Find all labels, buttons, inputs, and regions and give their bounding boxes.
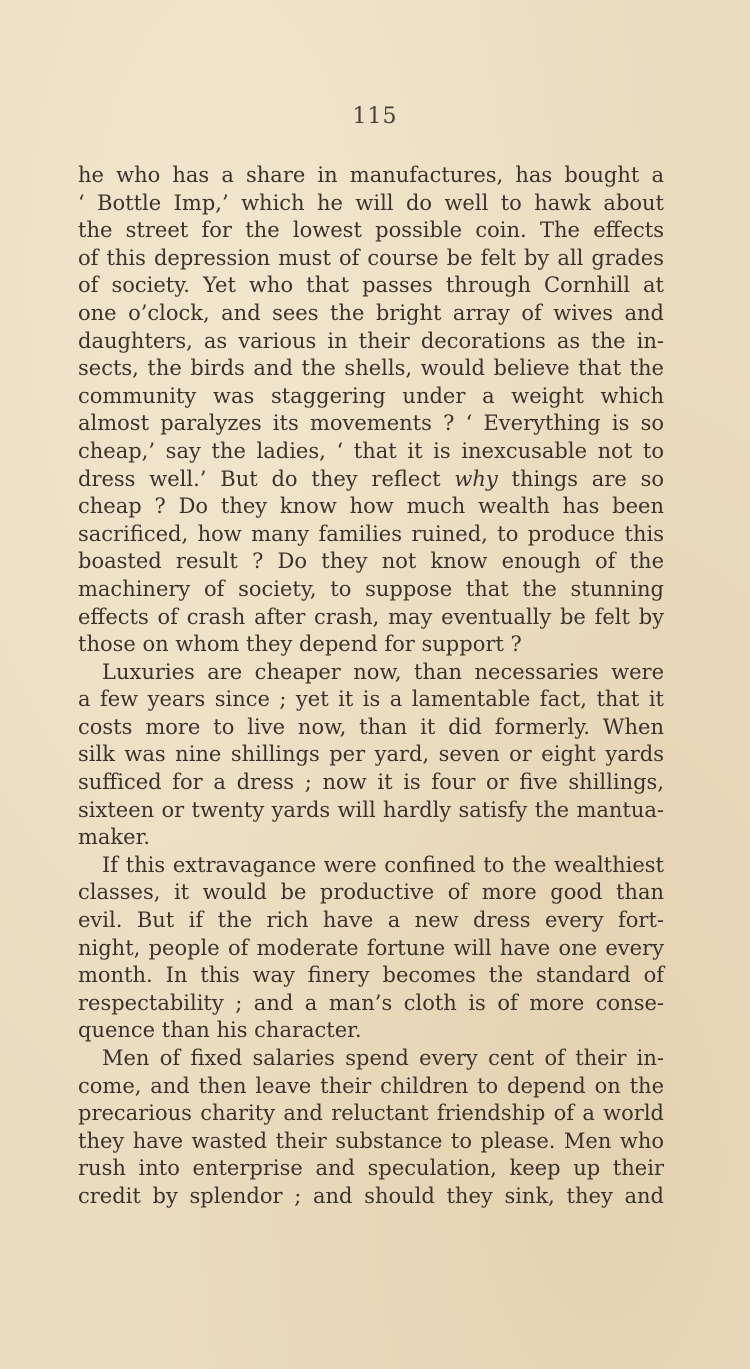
text-line: almost paralyzes its movements ? ‘ Everything is so (78, 411, 664, 436)
text-line: sacrificed, how many families ruined, to produce this (78, 521, 664, 546)
text-line: If this extravagance were confined to the wealthiest (102, 852, 664, 877)
text-line: silk was nine shillings per yard, seven or eight yards (78, 742, 664, 767)
text-line: sixteen or twenty yards will hardly satisfy the mantua- (78, 797, 664, 822)
body-text (78, 162, 664, 1211)
paragraph (78, 1045, 664, 1211)
text-line: daughters, as various in their decorations as the in- (78, 328, 664, 353)
text-line: Men of fixed salaries spend every cent of their in- (102, 1046, 664, 1070)
italic-word: why (454, 466, 498, 491)
text-line: evil. But if the rich have a new dress every fort- (78, 908, 664, 933)
text-line: respectability ; and a man’s cloth is of more conse- (78, 990, 664, 1015)
text-line: those on whom they depend for support ? (78, 632, 522, 657)
text-line: the street for the lowest possible coin. The effects (78, 218, 664, 243)
text-line: machinery of society, to suppose that the stunning (78, 576, 664, 601)
page-number: 115 (352, 104, 398, 129)
paragraph (78, 162, 664, 659)
text-line: cheap,’ say the ladies, ‘ that it is inexcusable not to (78, 438, 664, 463)
text-line: sufficed for a dress ; now it is four or five shillings, (78, 770, 664, 795)
text-line: they have wasted their substance to please. Men who (78, 1128, 664, 1153)
text-line: maker. (78, 825, 150, 850)
text-line: classes, it would be productive of more good than (78, 880, 664, 905)
text-line: one o’clock, and sees the bright array of wives and (78, 300, 664, 325)
paragraph (78, 852, 664, 1045)
text-line: Luxuries are cheaper now, than necessaries were (102, 659, 664, 684)
text-line: month. In this way finery becomes the standard of (78, 963, 664, 988)
text-line: dress well.’ But do they reflect why things are so (78, 466, 664, 491)
text-line: quence than his character. (78, 1018, 362, 1043)
text-line: ‘ Bottle Imp,’ which he will do well to hawk about (78, 190, 664, 215)
text-line: come, and then leave their children to depend on the (78, 1073, 664, 1098)
text-line: night, people of moderate fortune will have one every (78, 935, 664, 960)
text-line: sects, the birds and the shells, would believe that the (78, 356, 664, 381)
paragraph (78, 659, 664, 852)
text-line: community was staggering under a weight which (78, 383, 664, 408)
text-line: a few years since ; yet it is a lamentable fact, that it (78, 687, 664, 712)
text-line: of society. Yet who that passes through Cornhill at (78, 273, 664, 298)
text-line: costs more to live now, than it did formerly. When (78, 714, 664, 739)
text-line: rush into enterprise and speculation, keep up their (78, 1156, 664, 1181)
text-line: precarious charity and reluctant friendship of a world (78, 1101, 664, 1126)
text-line: cheap ? Do they know how much wealth has been (78, 494, 664, 519)
text-line: effects of crash after crash, may eventually be felt by (78, 604, 664, 629)
text-line: of this depression must of course be felt by all grades (78, 245, 664, 270)
text-line: he who has a share in manufactures, has bought a (78, 163, 664, 187)
text-line: credit by splendor ; and should they sink, they and (78, 1183, 664, 1208)
text-line: boasted result ? Do they not know enough of the (78, 549, 664, 574)
